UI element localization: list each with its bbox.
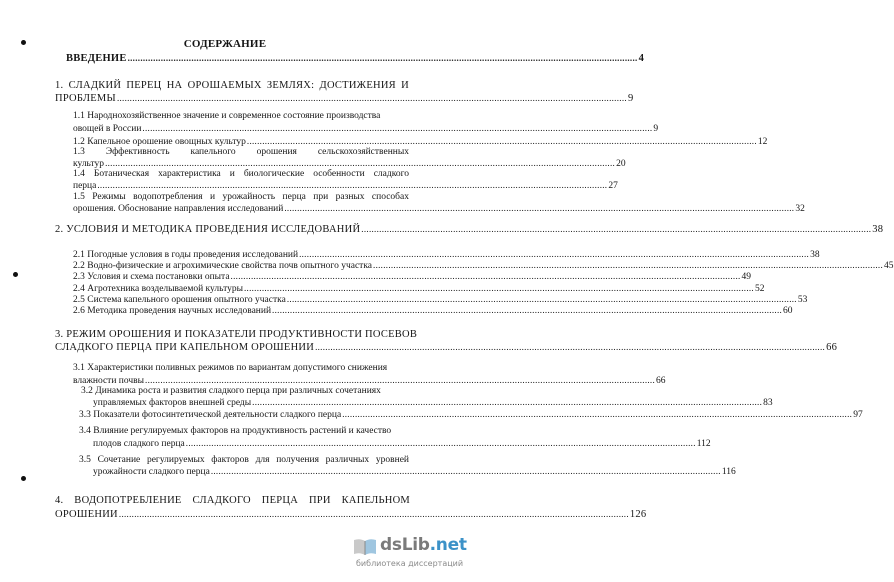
toc-item-2-3	[73, 271, 752, 283]
toc-entry-text: 1. СЛАДКИЙ ПЕРЕЦ НА ОРОШАЕМЫХ ЗЕМЛЯХ: ДОСТИЖЕНИЯ И	[55, 80, 409, 91]
dot-leader	[299, 249, 809, 260]
dot-leader	[97, 180, 607, 191]
toc-chapter-3-cont	[55, 342, 838, 354]
toc-item-1-4-cont	[73, 180, 618, 192]
dot-leader	[145, 375, 655, 386]
dot-leader	[252, 397, 762, 408]
toc-entry-text: 1.4 Ботаническая характеристика и биологические особенности сладкого	[73, 169, 409, 179]
toc-item-3-3	[79, 409, 863, 421]
dot-leader	[287, 294, 797, 305]
toc-chapter-4	[55, 495, 410, 507]
toc-page-number: 27	[608, 181, 618, 191]
toc-entry-text: урожайности сладкого перца	[93, 467, 210, 477]
toc-chapter-3	[55, 329, 418, 341]
toc-page-number: 83	[763, 398, 773, 408]
toc-entry-introduction	[66, 53, 645, 65]
toc-chapter-1	[55, 80, 409, 92]
toc-entry-text: 2.3 Условия и схема постановки опыта	[73, 272, 230, 282]
toc-page-number: 49	[741, 272, 752, 282]
toc-entry-text: влажности почвы	[73, 376, 145, 386]
toc-page-number: 32	[795, 204, 805, 214]
toc-page-number: 66	[656, 376, 666, 386]
toc-entry-text: 3.2 Динамика роста и развития сладкого перца при различных сочетаниях	[81, 386, 381, 396]
dot-leader	[117, 93, 627, 104]
binder-hole-mark	[13, 272, 18, 277]
dslib-watermark	[352, 535, 467, 575]
toc-page-number: 4	[638, 53, 645, 64]
toc-page-number: 97	[853, 410, 863, 420]
toc-item-1-1	[73, 111, 409, 123]
dot-leader	[231, 271, 741, 282]
toc-entry-text: 2.4 Агротехника возделываемой культуры	[73, 284, 243, 294]
toc-entry-text: 2.1 Погодные условия в годы проведения исследований	[73, 250, 299, 260]
dot-leader	[361, 224, 871, 235]
toc-entry-text: 2.6 Методика проведения научных исследований	[73, 306, 272, 316]
dot-leader	[342, 409, 852, 420]
toc-entry-text: ПРОБЛЕМЫ	[55, 93, 116, 104]
dot-leader	[244, 283, 754, 294]
toc-item-1-1-cont	[73, 123, 659, 135]
toc-entry-text: 3.3 Показатели фотосинтетической деятельности сладкого перца	[79, 410, 342, 420]
toc-chapter-2	[55, 224, 884, 236]
toc-item-3-5-cont	[93, 466, 736, 478]
dot-leader	[142, 123, 652, 134]
dot-leader	[284, 203, 794, 214]
dot-leader	[119, 509, 629, 520]
toc-entry-text: управляемых факторов внешней среды	[93, 398, 252, 408]
toc-item-3-2-cont	[93, 397, 773, 409]
toc-entry-text: ОРОШЕНИИ	[55, 509, 118, 520]
toc-entry-text: ВВЕДЕНИЕ	[66, 53, 127, 64]
dot-leader	[315, 342, 825, 353]
toc-page-number: 116	[721, 467, 736, 477]
toc-entry-text: плодов сладкого перца	[93, 439, 185, 449]
toc-entry-text: культур	[73, 159, 105, 169]
dot-leader	[247, 136, 757, 147]
open-book-icon	[352, 537, 378, 557]
watermark-logo: dsLib.net	[380, 535, 467, 555]
toc-page-number: 12	[757, 137, 768, 147]
toc-entry-text: 1.2 Капельное орошение овощных культур	[73, 137, 246, 147]
toc-page-number: 20	[616, 159, 626, 169]
toc-page-number: 112	[696, 439, 711, 449]
toc-entry-text: перца	[73, 181, 97, 191]
toc-entry-text: 1.3 Эффективность капельного орошения сельскохозяйственных	[73, 147, 409, 157]
watermark-subtitle: библиотека диссертаций	[356, 559, 464, 568]
dot-leader	[128, 53, 638, 64]
dot-leader	[272, 305, 782, 316]
toc-item-3-4	[79, 426, 409, 438]
toc-entry-text: 3.1 Характеристики поливных режимов по вариантам допустимого снижения	[73, 363, 388, 373]
toc-entry-text: 3.4 Влияние регулируемых факторов на продуктивность растений и качество	[79, 426, 392, 436]
toc-page-number: 38	[872, 224, 884, 235]
toc-page-number: 9	[653, 124, 659, 134]
toc-entry-text: 4. ВОДОПОТРЕБЛЕНИЕ СЛАДКОГО ПЕРЦА ПРИ КАПЕЛЬНОМ	[55, 495, 410, 506]
toc-item-2-6	[73, 305, 793, 317]
toc-page-number: 9	[627, 93, 634, 104]
toc-entry-text: 1.5 Режимы водопотребления и урожайность перца при разных способах	[73, 192, 409, 202]
toc-page-number: 45	[884, 261, 894, 271]
toc-entry-text: СЛАДКОГО ПЕРЦА ПРИ КАПЕЛЬНОМ ОРОШЕНИИ	[55, 342, 315, 353]
toc-page-number: 38	[810, 250, 820, 260]
binder-hole-mark	[21, 476, 26, 481]
dot-leader	[373, 260, 883, 271]
toc-title: СОДЕРЖАНИЕ	[183, 38, 267, 50]
dot-leader	[105, 158, 615, 169]
toc-entry-text: 1.1 Народнохозяйственное значение и современное состояние производства	[73, 111, 381, 121]
dot-leader	[186, 438, 696, 449]
toc-entry-text: 2.5 Система капельного орошения опытного участка	[73, 295, 286, 305]
toc-page-number: 126	[629, 509, 647, 520]
toc-entry-text: 2.2 Водно-физические и агрохимические свойства почв опытного участка	[73, 261, 373, 271]
toc-item-1-5-cont	[73, 203, 805, 215]
toc-page-number: 52	[754, 284, 765, 294]
toc-chapter-1-cont	[55, 93, 634, 105]
toc-page-number: 60	[783, 306, 793, 316]
toc-item-3-4-cont	[93, 438, 711, 450]
toc-page-number: 66	[826, 342, 838, 353]
dot-leader	[211, 466, 721, 477]
toc-entry-text: овощей в России	[73, 124, 142, 134]
toc-page-number: 53	[797, 295, 808, 305]
toc-entry-text: 2. УСЛОВИЯ И МЕТОДИКА ПРОВЕДЕНИЯ ИССЛЕДОВАНИЙ	[55, 224, 361, 235]
toc-entry-text: 3.5 Сочетание регулируемых факторов для получения различных уровней	[79, 455, 409, 465]
toc-item-3-1	[73, 363, 409, 375]
toc-chapter-4-cont	[55, 509, 647, 521]
toc-entry-text: 3. РЕЖИМ ОРОШЕНИЯ И ПОКАЗАТЕЛИ ПРОДУКТИВНОСТИ ПОСЕВОВ	[55, 329, 418, 340]
toc-entry-text: орошения. Обоснование направления исследований	[73, 204, 284, 214]
